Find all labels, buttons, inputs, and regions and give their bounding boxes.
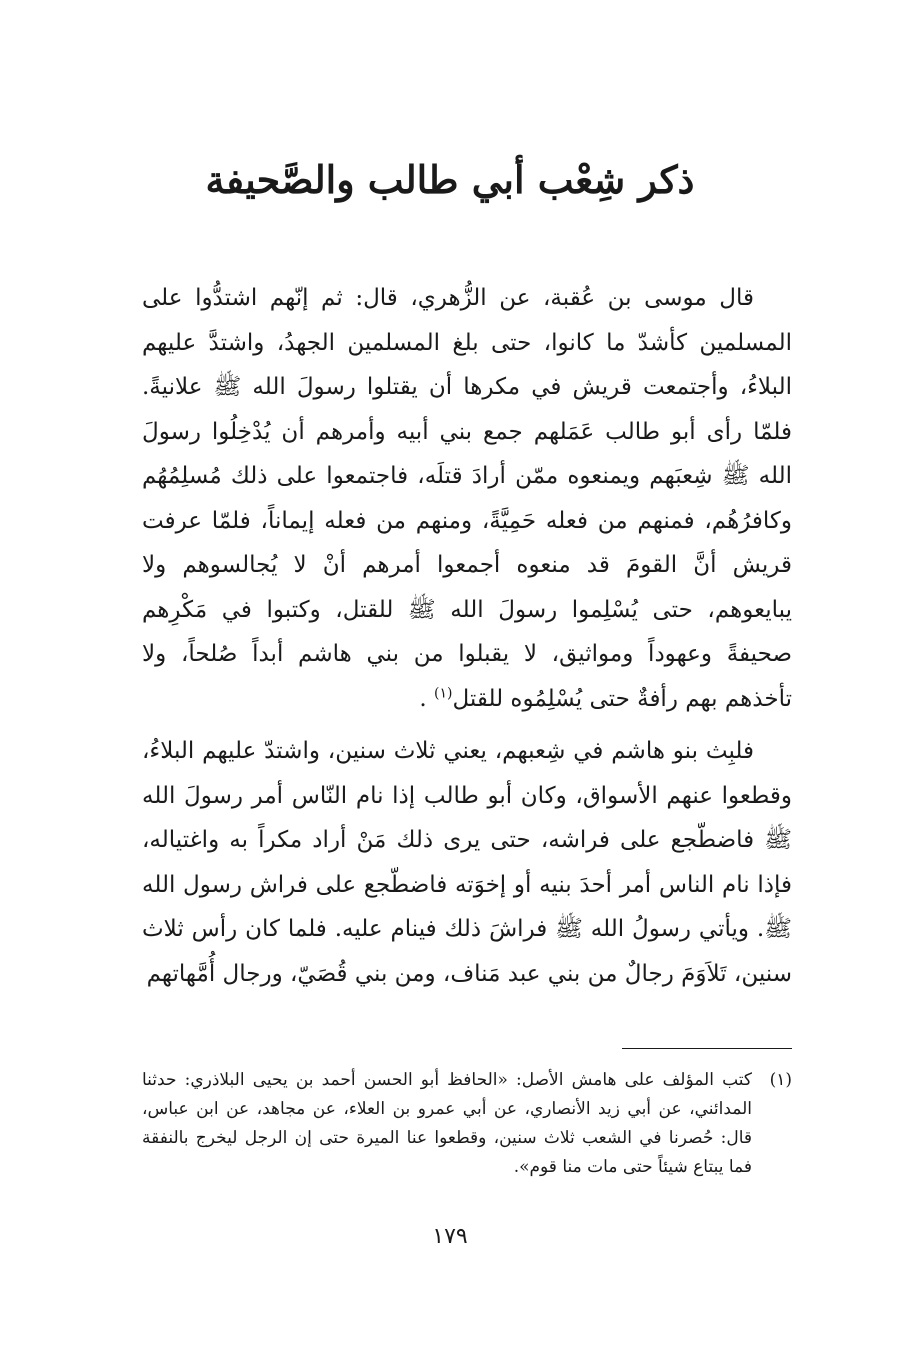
paragraph-1-end: . — [419, 685, 434, 712]
footnote-divider — [622, 1048, 792, 1049]
paragraph-1-text: قال موسى بن عُقبة، عن الزُّهري، قال: ثم إنّهم اشتدُّوا على المسلمين كأشدّ ما كانوا، حتى بلغ المسلمين الجهدُ، واشتدَّ عليهم البلاءُ، وأجتمعت قريش في مكرها أن يقتلوا رسولَ الله ﷺ علانيةً. فلمّا رأى أبو طالب عَمَلهم جمع بني أبيه وأمرهم أن يُدْخِلُوا رسولَ الله ﷺ شِعبَهم ويمنعوه ممّن أرادَ قتلَه، فاجتمعوا على ذلك مُسلِمُهُم وكافرُهُم، فمنهم من فعله حَمِيَّةً، ومنهم من فعله إيماناً، فلمّا عرفت قريش أنَّ القومَ قد منعوه أجمعوا أمرهم أنْ لا يُجالسوهم ولا يبايعوهم، حتى يُسْلِموا رسولَ الله ﷺ للقتل، وكتبوا في مَكْرِهم صحيفةً وعهوداً ومواثيق، لا يقبلوا من بني هاشم أبداً صُلحاً، ولا تأخذهم بهم رأفةٌ حتى يُسْلِمُوه للقتل — [142, 285, 792, 712]
paragraph-1 — [142, 276, 792, 721]
footnote-text: كتب المؤلف على هامش الأصل: «الحافظ أبو الحسن أحمد بن يحيى البلاذري: حدثنا المدائني، عن أبي زيد الأنصاري، عن أبي عمرو بن العلاء، عن مجاهد، عن ابن عباس، قال: حُصرنا في الشعب ثلاث سنين، وقطعوا عنا الميرة حتى إن الرجل ليخرج بالنفقة فما يبتاع شيئاً حتى مات منا قوم». — [142, 1070, 752, 1177]
chapter-title: ذكر شِعْب أبي طالب والصَّحيفة — [205, 157, 695, 202]
paragraph-2-text: فلبِث بنو هاشم في شِعبهم، يعني ثلاث سنين، واشتدّ عليهم البلاءُ، وقطعوا عنهم الأسواق، وكان أبو طالب إذا نام النّاس أمر رسولَ الله ﷺ فاضطّجع على فراشه، حتى يرى ذلك مَنْ أراد مكراً به واغتياله، فإذا نام الناس أمر أحدَ بنيه أو إخوَته فاضطّجع على فراش رسول الله ﷺ. ويأتي رسولُ الله ﷺ فراشَ ذلك فينام عليه. فلما كان رأس ثلاث سنين، تَلاَوَمَ رجالٌ من بني عبد مَناف، ومن بني قُصَيّ، ورجال أُمَّهاتهم — [142, 738, 792, 987]
paragraph-2 — [142, 729, 792, 996]
main-text — [142, 276, 792, 996]
footnote-reference: (١) — [434, 684, 453, 701]
page-number: ١٧٩ — [432, 1224, 468, 1249]
footnote — [142, 1066, 792, 1182]
footnote-number: (١) — [769, 1070, 792, 1090]
